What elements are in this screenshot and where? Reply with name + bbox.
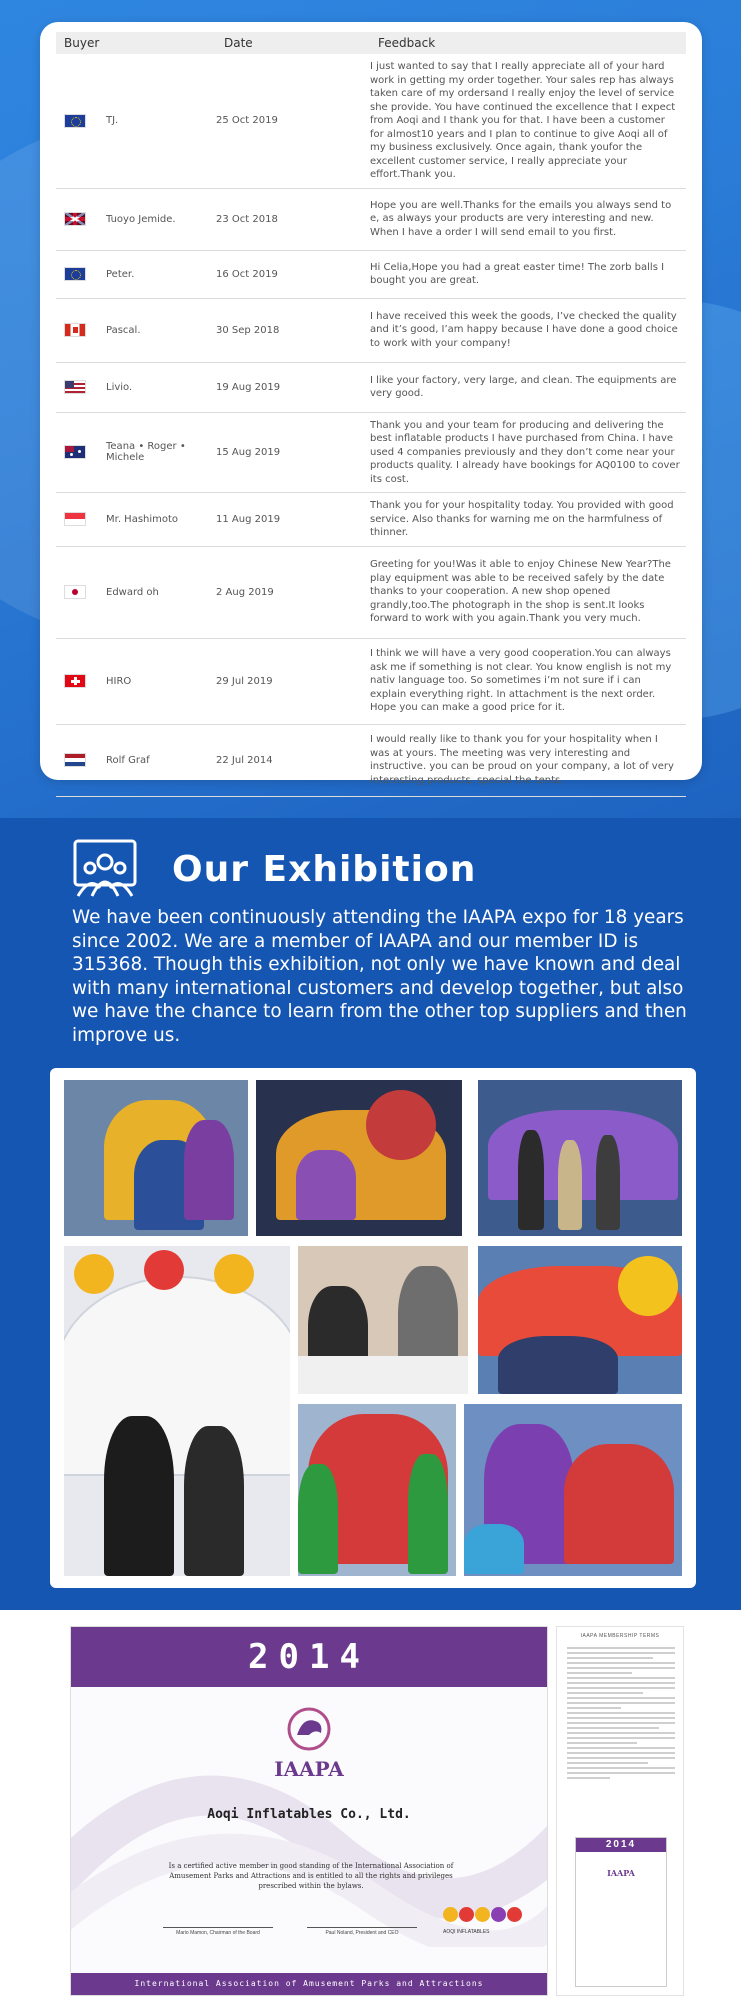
table-row [56,250,686,298]
expo-photo [478,1246,682,1394]
switzerland-flag-icon [64,674,86,688]
eu-flag-icon [64,114,86,128]
mini-certificate [575,1837,667,1987]
certificate-year: 2014 [248,1637,370,1677]
expo-photo [298,1246,468,1394]
feedback-text: I have received this week the goods, I’ve checked the quality and it’s good, I’am happy because I have done a good choice to work with your company! [370,298,686,362]
membership-terms-title: IAAPA MEMBERSHIP TERMS [580,1633,660,1639]
singapore-flag-icon [64,512,86,526]
feedback-date: 16 Oct 2019 [216,250,370,298]
table-row [56,298,686,362]
certificate-company-name: Aoqi Inflatables Co., Ltd. [207,1807,411,1822]
buyer-name: Tuoyo Jemide. [106,213,176,225]
feedback-text: Hi Celia,Hope you had a great easter time! The zorb balls I bought you are great. [370,250,686,298]
feedback-column-header: Feedback [370,32,686,54]
table-row [56,638,686,724]
aoqi-logo-caption: AOQI INFLATABLES [443,1929,490,1935]
expo-photo [256,1080,462,1236]
buyer-name: Teana • Roger • Michele [106,441,186,464]
feedback-section [0,0,741,818]
feedback-text: I just wanted to say that I really appreciate all of your hard work in getting my order together. Your sales rep has always taken care of my ordersand I really enjoy the level of service she provide. You have continued the excellence that I expect from Aoqi and I thank you for that. I have been a customer for almost10 years and I plan to continue to give Aoqi all of my business exclusively. Once again, thank youfor the excellent customer service, I really appreciate your effort.Thank you. [370,54,686,188]
buyer-name: Mr. Hashimoto [106,513,179,525]
buyer-name: Livio. [106,381,133,393]
buyer-name: Peter. [106,268,135,280]
president-signature: Paul Noland, President and CEO [307,1927,417,1936]
buyer-name: Rolf Graf [106,754,150,766]
canada-flag-icon [64,323,86,337]
buyer-name: TJ. [106,115,119,127]
australia-flag-icon [64,445,86,459]
expo-photo [64,1080,248,1236]
buyer-name: Edward oh [106,586,159,598]
feedback-text: Greeting for you!Was it able to enjoy Chinese New Year?The play equipment was able to be received safely by the date thanks to your cooperation. A new shop opened grandly,too.The photograph in the shop is sent.It looks forward to work with you again.Thank you very much. [370,546,686,638]
buyer-name: HIRO [106,675,132,687]
table-row [56,493,686,547]
feedback-text: Thank you and your team for producing and delivering the best inflatable products I have purchased from China. I have used 4 companies previously and they don’t come near your products quality. I already have bookings for AQ0100 to cover its cost. [370,412,686,493]
feedback-date: 2 Aug 2019 [216,546,370,638]
feedback-date: 25 Oct 2019 [216,54,370,188]
feedback-date: 11 Aug 2019 [216,493,370,547]
feedback-card [40,22,702,786]
exhibition-photo-collage [50,1068,696,1588]
mini-certificate-year: 2014 [576,1838,666,1852]
usa-flag-icon [64,380,86,394]
feedback-date: 19 Aug 2019 [216,362,370,412]
feedback-date: 22 Jul 2014 [216,724,370,796]
expo-photo [64,1246,290,1576]
certificate-org-name: IAAPA [274,1757,344,1781]
netherlands-flag-icon [64,753,86,767]
table-row [56,412,686,493]
exhibition-header [72,838,476,900]
eu-flag-icon [64,267,86,281]
exhibition-title: Our Exhibition [172,848,477,890]
japan-flag-icon [64,585,86,599]
feedback-table [56,32,686,797]
feedback-text: I think we will have a very good cooperation.You can always ask me if something is not clear. You know english is not my nativ language too. So sometimes i’m not sure if i can explain everything right. In attachment is the next order. Hope you can make a good price for it. [370,638,686,724]
table-row [56,724,686,796]
membership-terms-sheet [556,1626,684,1996]
mini-certificate-org: IAAPA [607,1868,635,1878]
exhibition-section [0,818,741,1610]
exhibition-description: We have been continuously attending the IAAPA expo for 18 years since 2002. We are a member of IAAPA and our member ID is 315368. Though this exhibition, not only we have known and deal with many international customers and develop together, but also we have the chance to learn from the other top suppliers and then improve us. [72,907,687,1046]
carousel-horse-logo-icon [279,1707,339,1751]
certificate-footer: International Association of Amusement Parks and Attractions [71,1973,547,1995]
feedback-text: Hope you are well.Thanks for the emails you always send to e, as always your products are very interesting and new. When I have a order I will send email to you first. [370,188,686,250]
feedback-text: I like your factory, very large, and clean. The equipments are very good. [370,362,686,412]
iaapa-certificate [70,1626,548,1996]
table-row [56,188,686,250]
table-header-row [56,32,686,54]
buyer-name: Pascal. [106,324,141,336]
certificate-section [0,1610,741,2000]
feedback-date: 29 Jul 2019 [216,638,370,724]
table-row [56,54,686,188]
uk-flag-icon [64,212,86,226]
chairman-signature: Mario Mamon, Chairman of the Board [163,1927,273,1936]
feedback-text: Thank you for your hospitality today. You provided with good service. Also thanks for warning me on the harmfulness of thinner. [370,493,686,547]
expo-photo [464,1404,682,1576]
table-row [56,362,686,412]
date-column-header: Date [216,32,370,54]
people-group-icon [72,838,138,900]
feedback-date: 23 Oct 2018 [216,188,370,250]
expo-photo [298,1404,456,1576]
expo-photo [478,1080,682,1236]
terms-text-block [567,1647,675,1782]
feedback-text: I would really like to thank you for your hospitality when I was at yours. The meeting was very interesting and instructive. you can be proud on your company, a lot of very interesting products, special the tents. [370,724,686,796]
table-row [56,546,686,638]
buyer-column-header: Buyer [56,32,216,54]
feedback-date: 30 Sep 2018 [216,298,370,362]
certificate-body-text: Is a certified active member in good standing of the International Association of Amusement Parks and Attractions and is entitled to all the rights and privileges prescribed within the bylaws. [168,1862,454,1890]
certificate-year-band [71,1627,547,1687]
aoqi-logo-icon [443,1907,523,1927]
feedback-date: 15 Aug 2019 [216,412,370,493]
